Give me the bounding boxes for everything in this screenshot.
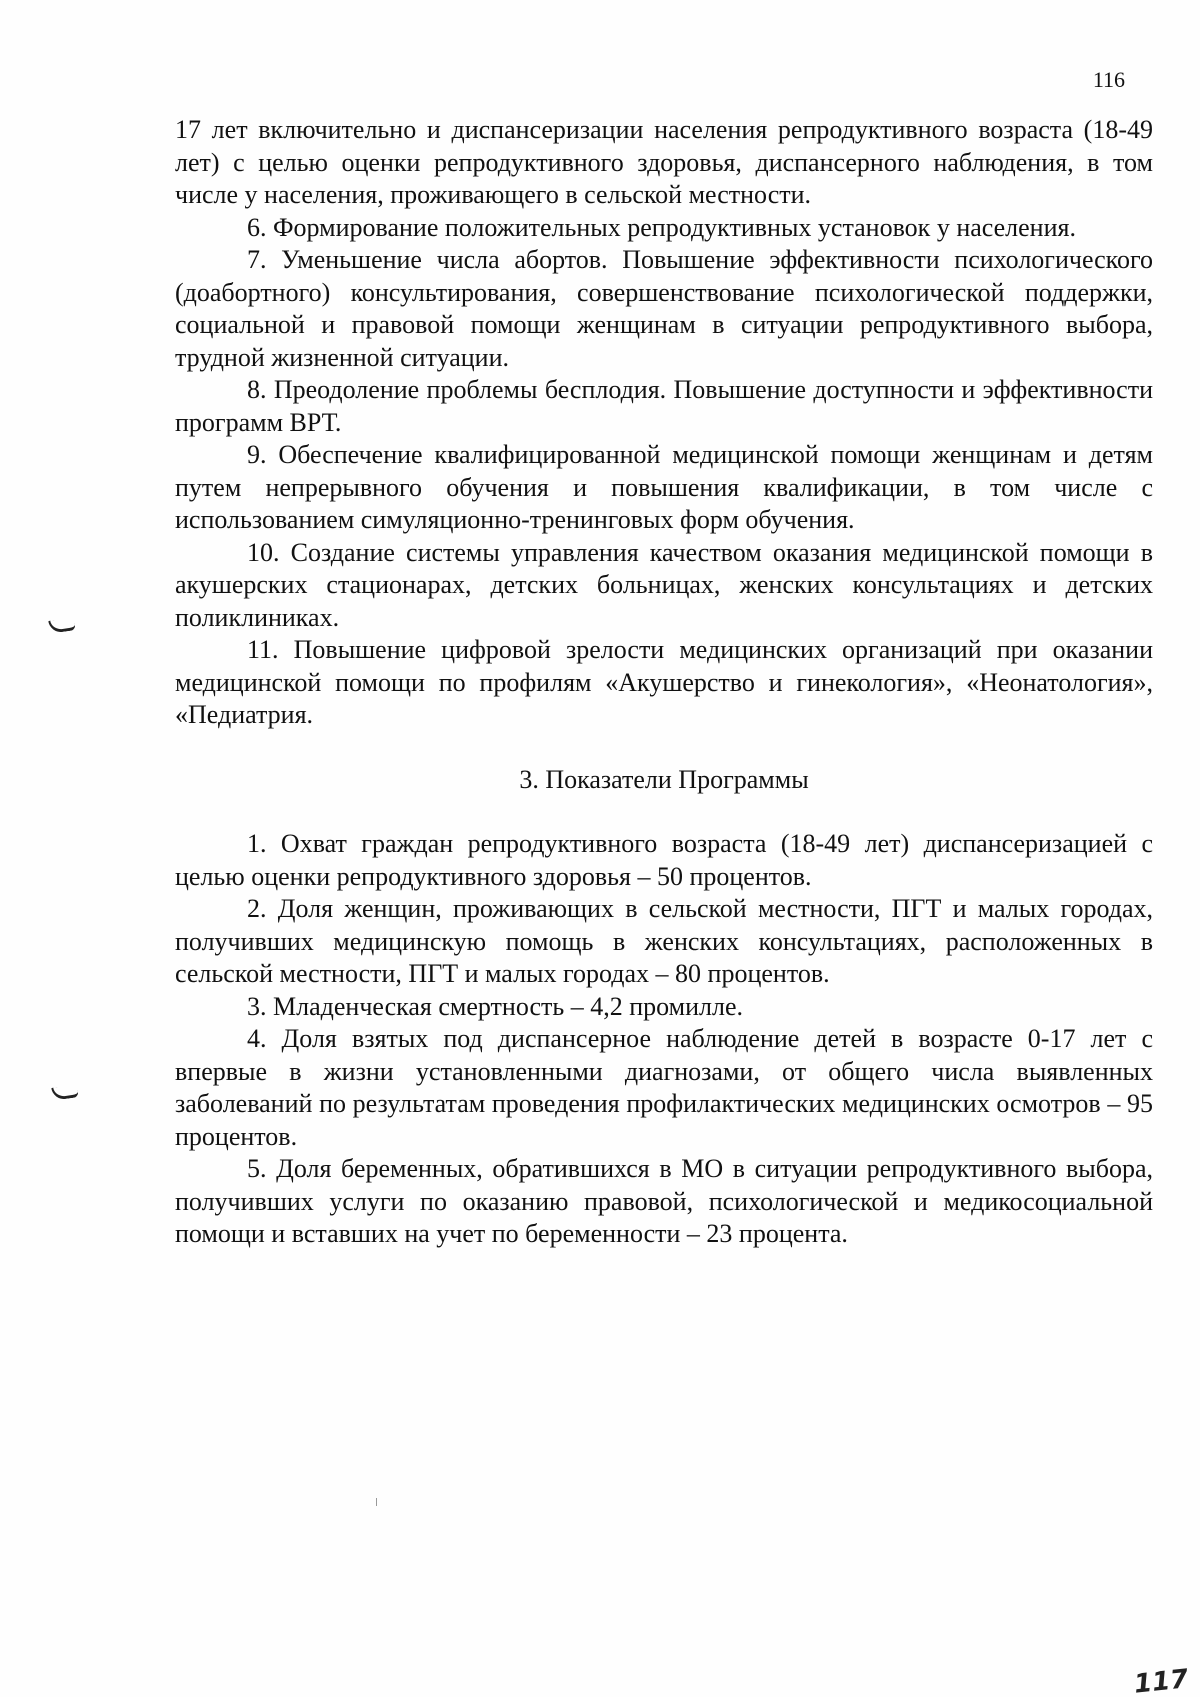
continuation-paragraph: 17 лет включительно и диспансеризации населения репродуктивного возраста (18-49 лет) с целью оценки репродуктивного здоровья, диспансерного наблюдения, в том числе у населения, проживающего в сельской местности. bbox=[175, 115, 1153, 209]
list-item: 7. Уменьшение числа абортов. Повышение эффективности психологического (доабортного) консультирования, совершенствование психологической поддержки, социальной и правовой помощи женщинам в ситуации репродуктивного выбора, трудной жизненной ситуации. bbox=[175, 245, 1153, 372]
list-item: 11. Повышение цифровой зрелости медицинских организаций при оказании медицинской помощи по профилям «Акушерство и гинекология», «Неонатология», «Педиатрия. bbox=[175, 635, 1153, 729]
list-item: 9. Обеспечение квалифицированной медицинской помощи женщинам и детям путем непрерывного обучения и повышения квалификации, в том числе с использованием симуляционно-тренинговых форм обучения. bbox=[175, 440, 1153, 534]
document-body bbox=[175, 114, 1153, 1251]
handwritten-page-number: 117 bbox=[1132, 1664, 1190, 1700]
page-number: 116 bbox=[1092, 67, 1125, 92]
scan-artifact-mark bbox=[51, 1084, 79, 1100]
indicator-item: 4. Доля взятых под диспансерное наблюдение детей в возрасте 0-17 лет с впервые в жизни установленными диагнозами, от общего числа выявленных заболеваний по результатам проведения профилактических медицинских осмотров – 95 процентов. bbox=[175, 1024, 1153, 1151]
indicator-item: 3. Младенческая смертность – 4,2 промилле. bbox=[247, 991, 744, 1021]
section-heading: 3. Показатели Программы bbox=[519, 764, 809, 794]
indicator-item: 1. Охват граждан репродуктивного возраста (18-49 лет) диспансеризацией с целью оценки репродуктивного здоровья – 50 процентов. bbox=[175, 829, 1153, 891]
scan-artifact-dot bbox=[376, 1498, 377, 1506]
list-item: 8. Преодоление проблемы бесплодия. Повышение доступности и эффективности программ ВРТ. bbox=[175, 375, 1153, 437]
list-item: 6. Формирование положительных репродуктивных установок у населения. bbox=[247, 212, 1076, 242]
scan-artifact-mark bbox=[48, 617, 76, 633]
indicator-item: 5. Доля беременных, обратившихся в МО в ситуации репродуктивного выбора, получивших услуги по оказанию правовой, психологической и медикосоциальной помощи и вставших на учет по беременности – 23 процента. bbox=[175, 1154, 1153, 1248]
indicator-item: 2. Доля женщин, проживающих в сельской местности, ПГТ и малых городах, получивших медицинскую помощь в женских консультациях, расположенных в сельской местности, ПГТ и малых городах – 80 процентов. bbox=[175, 894, 1153, 988]
list-item: 10. Создание системы управления качеством оказания медицинской помощи в акушерских стационарах, детских больницах, женских консультациях и детских поликлиниках. bbox=[175, 537, 1153, 632]
